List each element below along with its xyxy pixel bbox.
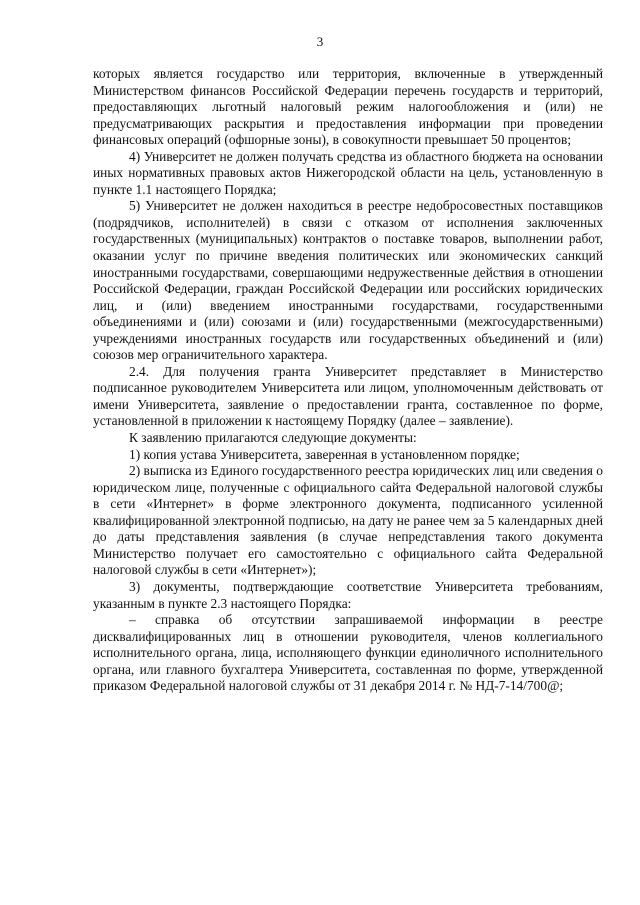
paragraph-attachment-2: 2) выписка из Единого государственного реестра юридических лиц или сведения о юридическом лице, полученные с официального сайта Федеральной налоговой службы в сети «Интернет» в форме электронного документа, подписанного усиленной квалифицированной электронной подписью, на дату не ранее чем за 5 календарных дней до даты представления заявления (в случае непредставления такого документа Министерство получает его самостоятельно с официального сайта Федеральной налоговой службы в сети «Интернет»); <box>93 463 603 578</box>
paragraph-item-5: 5) Университет не должен находиться в реестре недобросовестных поставщиков (подрядчиков, исполнителей) в связи с отказом от исполнения заключенных государственных (муниципальных) контрактов о поставке товаров, выполнении работ, оказании услуг по причине введения политических или экономических санкций иностранными государствами, совершающими недружественные действия в отношении Российской Федерации, граждан Российской Федерации или российских юридических лиц, и (или) введением иностранными государствами, государственными объединениями и (или) союзами и (или) государственными (межгосударственными) учреждениями иностранных государств или государственных объединений и (или) союзов мер ограничительного характера. <box>93 198 603 363</box>
paragraph-attachment-3: 3) документы, подтверждающие соответствие Университета требованиям, указанным в пункте 2.3 настоящего Порядка: <box>93 578 603 611</box>
document-body <box>93 66 603 695</box>
paragraph-2-4: 2.4. Для получения гранта Университет представляет в Министерство подписанное руководителем Университета или лицом, уполномоченным действовать от имени Университета, заявление о предоставлении гранта, составленное по форме, установленной в приложении к настоящему Порядку (далее – заявление). <box>93 363 603 429</box>
paragraph-attachment-1: 1) копия устава Университета, заверенная в установленном порядке; <box>129 446 520 462</box>
page-number: 3 <box>316 34 324 49</box>
paragraph-offshore-continuation: которых является государство или территория, включенные в утвержденный Министерством финансов Российской Федерации перечень государств и территорий, предоставляющих льготный налоговый режим налогообложения и (или) не предусматривающих раскрытия и предоставления информации при проведении финансовых операций (офшорные зоны), в совокупности превышает 50 процентов; <box>93 66 603 148</box>
paragraph-disqualified-certificate: – справка об отсутствии запрашиваемой информации в реестре дисквалифицированных лиц в отношении руководителя, членов коллегиального исполнительного органа, лица, исполняющего функции единоличного исполнительного органа, или главного бухгалтера Университета, составленная по форме, утвержденной приказом Федеральной налоговой службы от 31 декабря 2014 г. № НД-7-14/700@; <box>93 612 603 694</box>
paragraph-item-4: 4) Университет не должен получать средства из областного бюджета на основании иных нормативных правовых актов Нижегородской области на цель, установленную в пункте 1.1 настоящего Порядка; <box>93 148 603 197</box>
paragraph-attachments-intro: К заявлению прилагаются следующие документы: <box>129 430 417 446</box>
